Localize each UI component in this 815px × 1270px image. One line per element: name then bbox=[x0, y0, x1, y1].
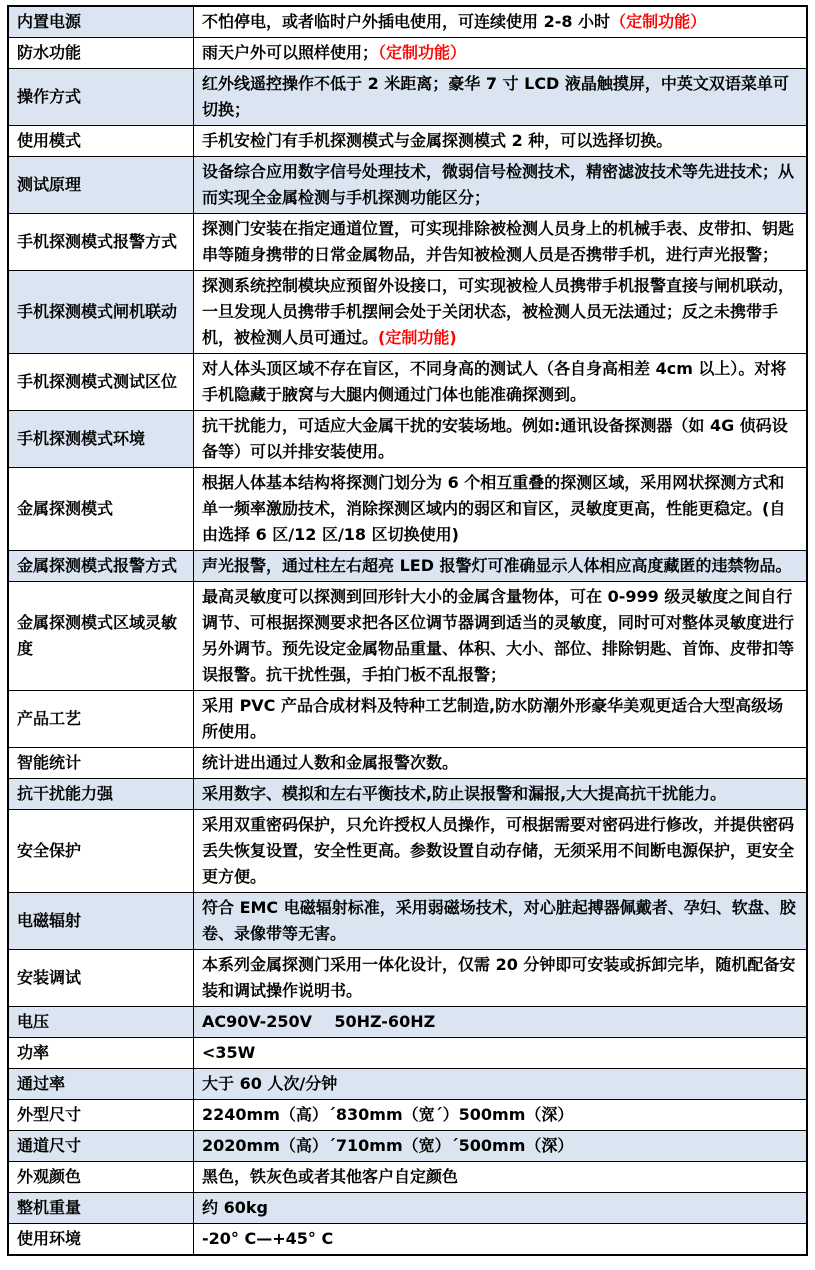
row-content-cell bbox=[194, 6, 808, 38]
row-content-cell bbox=[194, 582, 808, 691]
row-content-cell bbox=[194, 1069, 808, 1100]
content-text: AC90V-250V 50HZ-60HZ bbox=[202, 1012, 436, 1031]
row-label-cell: 电压 bbox=[8, 1007, 194, 1038]
highlight-text: （定制功能） bbox=[378, 43, 467, 62]
row-label-cell: 整机重量 bbox=[8, 1193, 194, 1224]
content-text: 探测门安装在指定通道位置，可实现排除被检测人员身上的机械手表、皮带扣、钥匙串等随身携带的日常金属物品，并告知被检测人员是否携带手机，进行声光报警； bbox=[202, 219, 795, 264]
row-label-cell: 产品工艺 bbox=[8, 691, 194, 748]
content-text: -20° C—+45° C bbox=[202, 1229, 334, 1248]
table-row bbox=[8, 411, 807, 468]
row-content-cell bbox=[194, 271, 808, 354]
content-text: 符合 EMC 电磁辐射标准，采用弱磁场技术，对心脏起搏器佩戴者、孕妇、软盘、胶卷、录像带等无害。 bbox=[202, 898, 796, 943]
table-row bbox=[8, 69, 807, 126]
content-text: 设备综合应用数字信号处理技术，微弱信号检测技术，精密滤波技术等先进技术；从而实现全金属检测与手机探测功能区分； bbox=[202, 162, 795, 207]
content-text: 2020mm（高）´710mm（宽）´500mm（深） bbox=[202, 1136, 574, 1155]
highlight-text: (定制功能) bbox=[378, 328, 457, 347]
content-text: 最高灵敏度可以探测到回形针大小的金属含量物体，可在 0-999 级灵敏度之间自行调节、可根据探测要求把各区位调节器调到适当的灵敏度，同时可对整体灵敏度进行另外调节。预先设定金属物品重量、体积、大小、部位、排除钥匙、首饰、皮带扣等误报警。抗干扰性强，手拍门板不乱报警； bbox=[202, 587, 795, 684]
row-content-cell bbox=[194, 551, 808, 582]
row-content-cell bbox=[194, 1162, 808, 1193]
row-label-cell: 手机探测模式报警方式 bbox=[8, 214, 194, 271]
row-content-cell bbox=[194, 69, 808, 126]
row-label-cell: 使用模式 bbox=[8, 126, 194, 157]
content-text: 手机安检门有手机探测模式与金属探测模式 2 种，可以选择切换。 bbox=[202, 131, 673, 150]
row-label-cell: 内置电源 bbox=[8, 6, 194, 38]
row-content-cell bbox=[194, 1193, 808, 1224]
row-label-cell: 手机探测模式环境 bbox=[8, 411, 194, 468]
content-text: 红外线遥控操作不低于 2 米距离；豪华 7 寸 LCD 液晶触摸屏，中英文双语菜单可切换； bbox=[202, 74, 789, 119]
row-content-cell bbox=[194, 411, 808, 468]
row-content-cell bbox=[194, 893, 808, 950]
row-content-cell bbox=[194, 691, 808, 748]
content-text: 采用 PVC 产品合成材料及特种工艺制造,防水防潮外形豪华美观更适合大型高级场所使用。 bbox=[202, 696, 784, 741]
table-row bbox=[8, 1162, 807, 1193]
row-label-cell: 安全保护 bbox=[8, 810, 194, 893]
content-text: 探测系统控制模块应预留外设接口，可实现被检人员携带手机报警直接与闸机联动，一旦发现人员携带手机摆闸会处于关闭状态，被检测人员无法通过；反之未携带手机，被检测人员可通过。 bbox=[202, 276, 795, 347]
row-label-cell: 手机探测模式测试区位 bbox=[8, 354, 194, 411]
table-row bbox=[8, 6, 807, 38]
row-label-cell: 外型尺寸 bbox=[8, 1100, 194, 1131]
content-text: 采用数字、模拟和左右平衡技术,防止误报警和漏报,大大提高抗干扰能力。 bbox=[202, 784, 727, 803]
row-label-cell: 金属探测模式区域灵敏度 bbox=[8, 582, 194, 691]
table-row bbox=[8, 38, 807, 69]
table-row bbox=[8, 551, 807, 582]
row-label-cell: 外观颜色 bbox=[8, 1162, 194, 1193]
row-label-cell: 抗干扰能力强 bbox=[8, 779, 194, 810]
table-row bbox=[8, 1224, 807, 1256]
table-row bbox=[8, 810, 807, 893]
content-text: 采用双重密码保护，只允许授权人员操作，可根据需要对密码进行修改，并提供密码丢失恢复设置，安全性更高。参数设置自动存储，无须采用不间断电源保护，更安全更方便。 bbox=[202, 815, 795, 886]
row-content-cell bbox=[194, 950, 808, 1007]
content-text: 2240mm（高）´830mm（宽´）500mm（深） bbox=[202, 1105, 574, 1124]
row-content-cell bbox=[194, 1038, 808, 1069]
row-label-cell: 测试原理 bbox=[8, 157, 194, 214]
content-text: 约 60kg bbox=[202, 1198, 268, 1217]
row-content-cell bbox=[194, 1100, 808, 1131]
table-row bbox=[8, 950, 807, 1007]
row-content-cell bbox=[194, 126, 808, 157]
table-row bbox=[8, 214, 807, 271]
row-label-cell: 使用环境 bbox=[8, 1224, 194, 1256]
row-content-cell bbox=[194, 748, 808, 779]
table-row bbox=[8, 1193, 807, 1224]
table-row bbox=[8, 271, 807, 354]
table-row bbox=[8, 582, 807, 691]
table-row bbox=[8, 748, 807, 779]
row-label-cell: 手机探测模式闸机联动 bbox=[8, 271, 194, 354]
content-text: 声光报警，通过柱左右超亮 LED 报警灯可准确显示人体相应高度藏匿的违禁物品。 bbox=[202, 556, 792, 575]
content-text: 抗干扰能力，可适应大金属干扰的安装场地。例如:通讯设备探测器（如 4G 侦码设备等）可以并排安装使用。 bbox=[202, 416, 788, 461]
content-text: 黑色，铁灰色或者其他客户自定颜色 bbox=[202, 1167, 459, 1186]
row-label-cell: 安装调试 bbox=[8, 950, 194, 1007]
row-content-cell bbox=[194, 1224, 808, 1256]
content-text: 大于 60 人次/分钟 bbox=[202, 1074, 338, 1093]
row-content-cell bbox=[194, 1007, 808, 1038]
row-label-cell: 智能统计 bbox=[8, 748, 194, 779]
table-row bbox=[8, 779, 807, 810]
content-text: 雨天户外可以照样使用； bbox=[202, 43, 379, 62]
content-text: 根据人体基本结构将探测门划分为 6 个相互重叠的探测区域，采用网状探测方式和单一频率激励技术，消除探测区域内的弱区和盲区，灵敏度更高，性能更稳定。(自由选择 6 区/12 区/18 区切换使用) bbox=[202, 473, 786, 544]
table-row bbox=[8, 1038, 807, 1069]
row-content-cell bbox=[194, 354, 808, 411]
row-content-cell bbox=[194, 779, 808, 810]
spec-table-body bbox=[8, 6, 807, 1255]
table-row bbox=[8, 126, 807, 157]
table-row bbox=[8, 157, 807, 214]
table-row bbox=[8, 1007, 807, 1038]
table-row bbox=[8, 1100, 807, 1131]
table-row bbox=[8, 893, 807, 950]
table-row bbox=[8, 1131, 807, 1162]
content-text: 统计进出通过人数和金属报警次数。 bbox=[202, 753, 459, 772]
table-row bbox=[8, 354, 807, 411]
row-label-cell: 金属探测模式报警方式 bbox=[8, 551, 194, 582]
table-row bbox=[8, 691, 807, 748]
table-row bbox=[8, 1069, 807, 1100]
row-label-cell: 防水功能 bbox=[8, 38, 194, 69]
row-label-cell: 通道尺寸 bbox=[8, 1131, 194, 1162]
row-content-cell bbox=[194, 157, 808, 214]
row-content-cell bbox=[194, 214, 808, 271]
highlight-text: （定制功能） bbox=[610, 12, 707, 31]
content-text: 本系列金属探测门采用一体化设计，仅需 20 分钟即可安装或拆卸完毕，随机配备安装和调试操作说明书。 bbox=[202, 955, 796, 1000]
row-content-cell bbox=[194, 1131, 808, 1162]
row-label-cell: 功率 bbox=[8, 1038, 194, 1069]
content-text: 不怕停电，或者临时户外插电使用，可连续使用 2-8 小时 bbox=[202, 12, 611, 31]
content-text: <35W bbox=[202, 1043, 256, 1062]
row-content-cell bbox=[194, 468, 808, 551]
row-content-cell bbox=[194, 38, 808, 69]
row-content-cell bbox=[194, 810, 808, 893]
row-label-cell: 通过率 bbox=[8, 1069, 194, 1100]
content-text: 对人体头顶区域不存在盲区，不同身高的测试人（各自身高相差 4cm 以上）。对将手机隐藏于腋窝与大腿内侧通过门体也能准确探测到。 bbox=[202, 359, 787, 404]
table-row bbox=[8, 468, 807, 551]
spec-table bbox=[7, 5, 808, 1256]
row-label-cell: 电磁辐射 bbox=[8, 893, 194, 950]
row-label-cell: 操作方式 bbox=[8, 69, 194, 126]
row-label-cell: 金属探测模式 bbox=[8, 468, 194, 551]
